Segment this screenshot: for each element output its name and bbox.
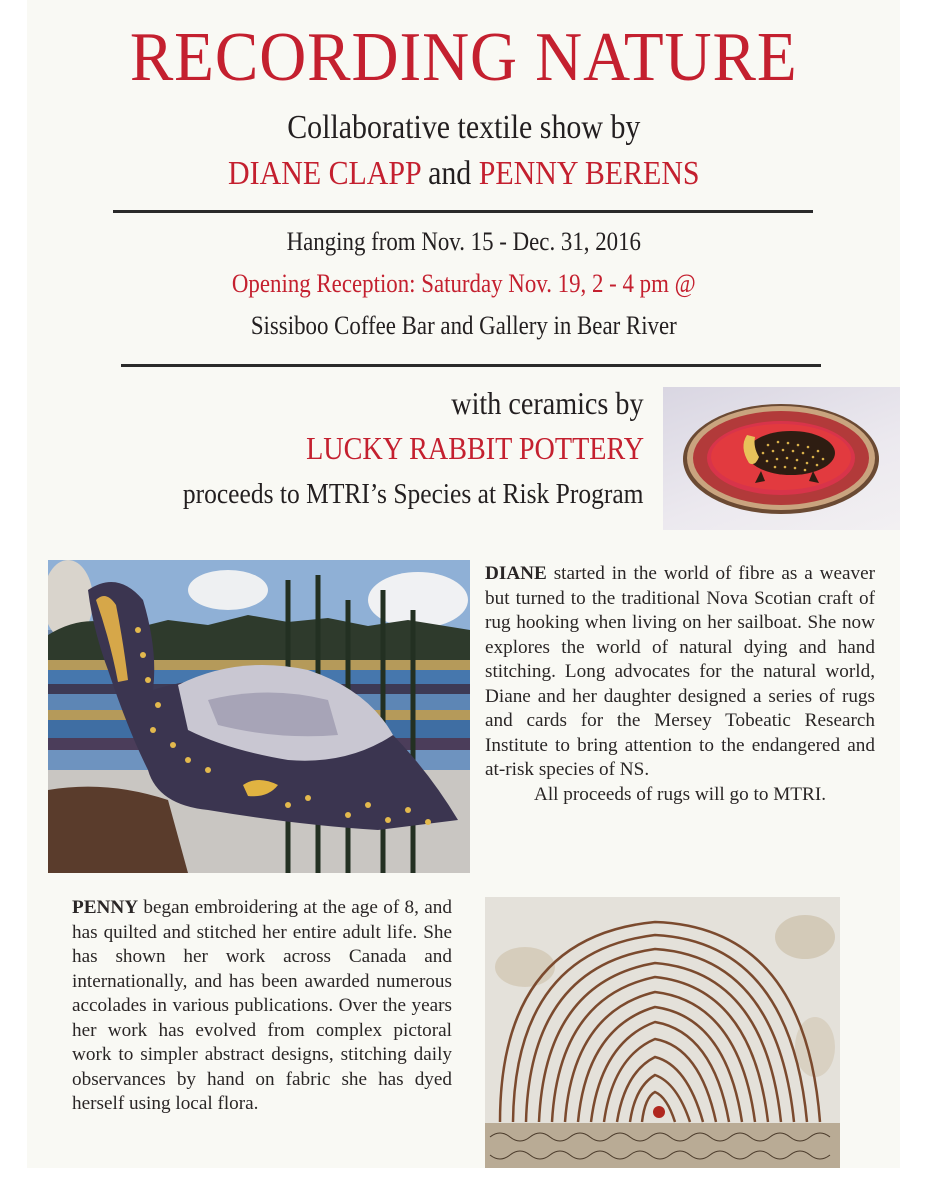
- diane-bio-text: started in the world of fibre as a weaver but turned to the traditional Nova Scotian craft of rug hooking when living on her sailboat. She now explores the world of natural dying and hand stitching. Long advocates for the natural world, Diane and her daughter designed a series of rugs and cards for the Mersey Tobeatic Research Institute to bring attention to the endangered and at-risk species of NS.: [485, 563, 875, 780]
- ceramics-proceeds: proceeds to MTRI’s Species at Risk Program: [183, 478, 644, 510]
- artist-diane-clapp: DIANE CLAPP: [228, 155, 421, 192]
- diane-bio-name: DIANE: [485, 563, 547, 584]
- penny-bio-text: began embroidering at the age of 8, and has quilted and stitched her entire adult life. She has shown her work across Canada and internationally, and has been awarded numerous accolades in various publications. Over the years her work has evolved from complex pictoral work to simpler abstract designs, stitching daily observances by hand on fabric she has dyed herself using local flora.: [72, 897, 452, 1114]
- poster-title: RECORDING NATURE: [129, 19, 798, 96]
- artist-names: [56, 154, 872, 194]
- ceramics-intro: with ceramics by: [451, 385, 644, 421]
- artist-penny-berens: PENNY BERENS: [478, 155, 700, 192]
- ceramics-artist: LUCKY RABBIT POTTERY: [306, 430, 644, 466]
- opening-reception: Opening Reception: Saturday Nov. 19, 2 - 4 pm @: [231, 269, 696, 298]
- penny-textile-image: [485, 897, 840, 1168]
- hooked-turtle-rug-graphic: [48, 560, 470, 873]
- penny-bio: [72, 896, 452, 1117]
- turtle-platter-graphic: [663, 387, 900, 530]
- artist-joiner: and: [420, 155, 479, 192]
- hanging-dates: Hanging from Nov. 15 - Dec. 31, 2016: [286, 227, 641, 256]
- divider-rule-top: [113, 210, 813, 213]
- poster-subtitle: Collaborative textile show by: [287, 109, 641, 146]
- stitched-arches-graphic: [485, 897, 840, 1168]
- diane-bio: [485, 562, 875, 807]
- pottery-image: [663, 387, 900, 530]
- divider-rule-bottom: [121, 364, 821, 367]
- venue: Sissiboo Coffee Bar and Gallery in Bear River: [250, 311, 677, 340]
- penny-bio-name: PENNY: [72, 897, 139, 918]
- diane-rug-image: [48, 560, 470, 873]
- diane-bio-closing: All proceeds of rugs will go to MTRI.: [533, 783, 827, 805]
